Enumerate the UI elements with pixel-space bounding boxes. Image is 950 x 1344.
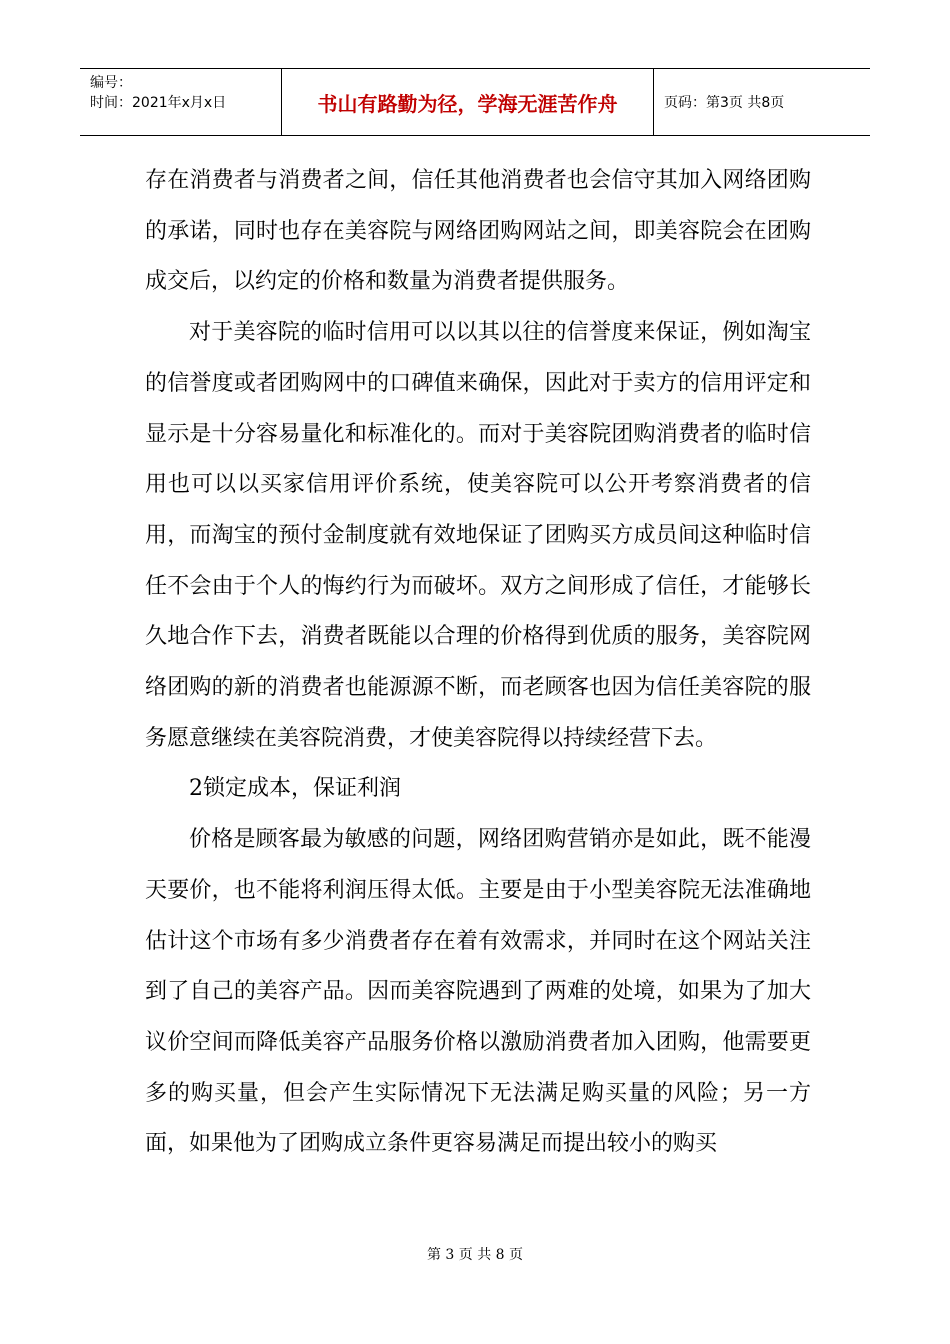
number-label: 编号： <box>90 75 132 91</box>
time-label: 时间：2021年x月x日 <box>90 95 227 111</box>
paragraph-credit: 对于美容院的临时信用可以以其以往的信誉度来保证，例如淘宝的信誉度或者团购网中的口碑值来确保，因此对于卖方的信用评定和显示是十分容易量化和标准化的。而对于美容院团购消费者的临时信用也可以以买家信用评价系统，使美容院可以公开考察消费者的信用，而淘宝的预付金制度就有效地保证了团购买方成员间这种临时信任不会由于个人的悔约行为而破坏。双方之间形成了信任，才能够长久地合作下去，消费者既能以合理的价格得到优质的服务，美容院网络团购的新的消费者也能源源不断，而老顾客也因为信任美容院的服务愿意继续在美容院消费，才使美容院得以持续经营下去。 <box>145 320 811 751</box>
header-meta <box>80 69 282 135</box>
page-footer: 第 3 页 共 8 页 <box>426 1247 524 1263</box>
document-header <box>80 68 870 136</box>
section-heading: 2锁定成本，保证利润 <box>189 776 401 802</box>
header-motto: 书山有路勤为径，学海无涯苦作舟 <box>282 69 654 135</box>
paragraph-continuation: 存在消费者与消费者之间，信任其他消费者也会信守其加入网络团购的承诺，同时也存在美容院与网络团购网站之间，即美容院会在团购成交后，以约定的价格和数量为消费者提供服务。 <box>145 168 811 295</box>
paragraph-price: 价格是顾客最为敏感的问题，网络团购营销亦是如此，既不能漫天要价，也不能将利润压得太低。主要是由于小型美容院无法准确地估计这个市场有多少消费者存在着有效需求，并同时在这个网站关注到了自己的美容产品。因而美容院遇到了两难的处境，如果为了加大议价空间而降低美容产品服务价格以激励消费者加入团购，他需要更多的购买量，但会产生实际情况下无法满足购买量的风险；另一方面，如果他为了团购成立条件更容易满足而提出较小的购买 <box>145 827 811 1157</box>
header-page-info: 页码：第3页 共8页 <box>664 95 785 111</box>
document-body <box>145 156 811 1170</box>
